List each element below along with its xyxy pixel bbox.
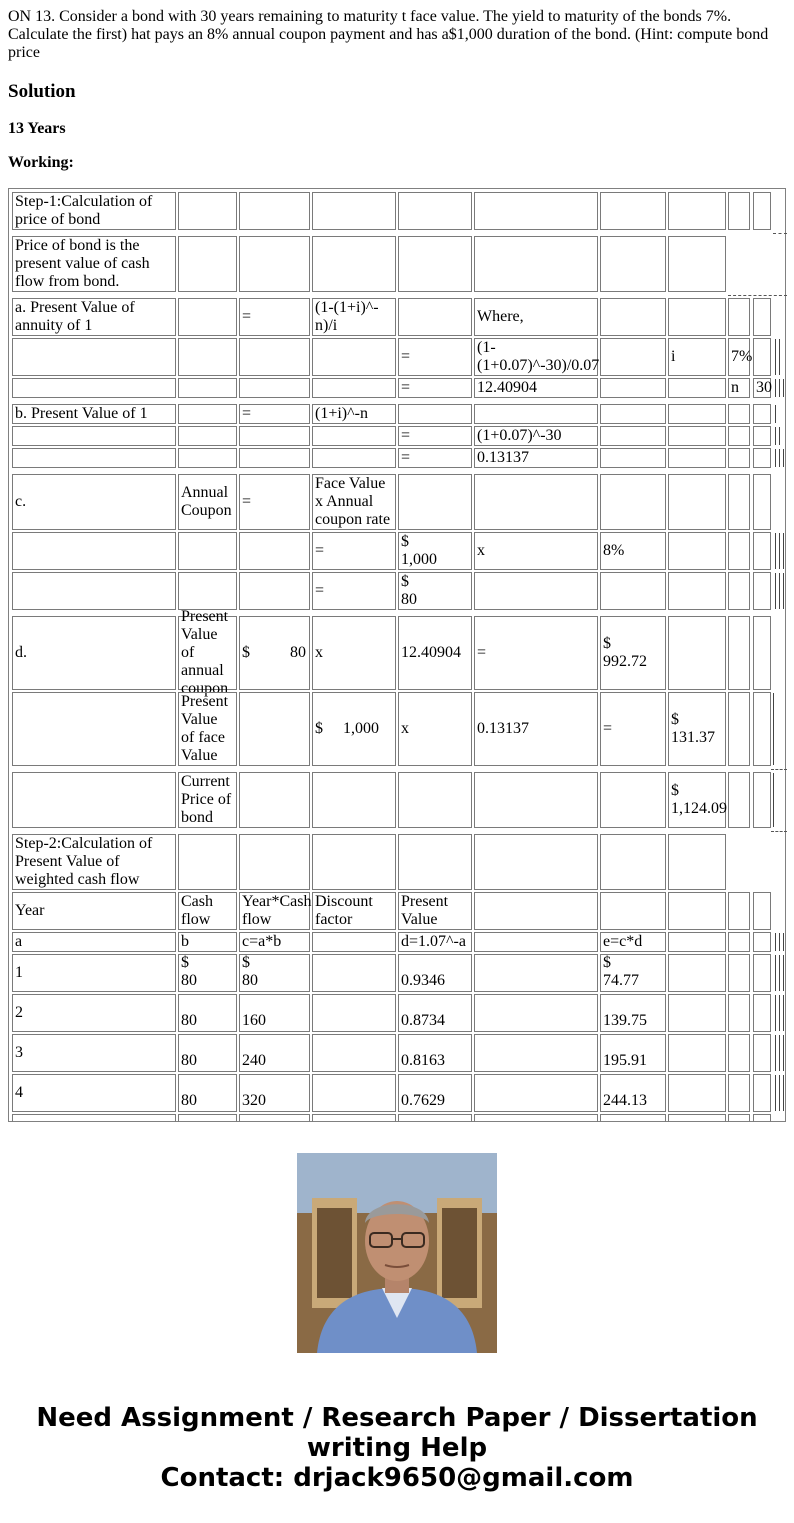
table-cell <box>753 772 771 828</box>
column-border <box>783 449 784 467</box>
table-cell <box>728 1074 750 1112</box>
column-border <box>783 933 784 951</box>
equals-cell: = <box>600 692 666 766</box>
present-value-cell: 139.75 <box>600 994 666 1032</box>
price-label: Current Price of bond <box>178 772 237 828</box>
times-cell: x <box>398 692 472 766</box>
promo-contact[interactable]: Contact: drjack9650@gmail.com <box>160 1463 634 1493</box>
table-cell <box>239 834 310 890</box>
table-cell <box>398 404 472 424</box>
answer-heading: 13 Years <box>8 120 66 137</box>
promo-line-1: Need Assignment / Research Paper / Dissertation <box>36 1403 758 1433</box>
period-value: 30 <box>753 378 771 398</box>
table-cell <box>239 236 310 292</box>
table-cell <box>668 616 726 690</box>
table-cell <box>600 338 666 376</box>
table-cell <box>398 298 472 336</box>
weighted-cash-flow-cell: $ 80 <box>239 954 310 992</box>
table-cell <box>728 994 750 1032</box>
table-cell <box>668 1074 726 1112</box>
table-cell <box>12 338 176 376</box>
column-border <box>775 955 776 991</box>
table-cell <box>728 772 750 828</box>
table-cell <box>600 572 666 610</box>
table-cell <box>474 192 598 230</box>
table-cell <box>753 692 771 766</box>
table-cell <box>239 378 310 398</box>
equals-cell: = <box>312 572 396 610</box>
coupon-label: c. <box>12 474 176 530</box>
column-border <box>783 379 784 397</box>
annuity-result: 12.40904 <box>474 378 598 398</box>
working-heading: Working: <box>8 154 74 171</box>
table-cell <box>753 994 771 1032</box>
table-cell <box>728 404 750 424</box>
table-cell <box>668 532 726 570</box>
table-cell <box>600 772 666 828</box>
column-border <box>779 573 780 609</box>
header-year-cash-flow: Year*Cash flow <box>239 892 310 930</box>
table-cell <box>12 532 176 570</box>
table-cell <box>668 448 726 468</box>
table-cell <box>178 298 237 336</box>
table-cell <box>668 932 726 952</box>
row-separator <box>771 769 787 770</box>
face-value: $ 1,000 <box>398 532 472 570</box>
table-cell <box>178 572 237 610</box>
table-cell <box>753 616 771 690</box>
equals-cell: = <box>239 298 310 336</box>
coupon-rate: 8% <box>600 532 666 570</box>
table-cell <box>753 532 771 570</box>
column-border <box>779 955 780 991</box>
column-border <box>779 1035 780 1071</box>
table-cell <box>753 1074 771 1112</box>
discount-factor-cell: 0.9346 <box>398 954 472 992</box>
pv1-formula: (1+i)^-n <box>312 404 396 424</box>
table-cell <box>312 448 396 468</box>
rate-symbol: i <box>668 338 726 376</box>
table-cell <box>474 236 598 292</box>
row-separator <box>771 831 787 832</box>
table-cell <box>312 1034 396 1072</box>
table-cell <box>312 954 396 992</box>
table-cell <box>239 572 310 610</box>
table-cell <box>728 1034 750 1072</box>
table-cell <box>728 474 750 530</box>
promo-banner <box>0 1122 794 1523</box>
table-cell <box>398 834 472 890</box>
year-cell: 4 <box>12 1074 176 1112</box>
column-border <box>773 773 774 827</box>
column-border <box>775 449 776 467</box>
table-cell <box>474 772 598 828</box>
present-value-cell: 244.13 <box>600 1074 666 1112</box>
table-cell <box>600 236 666 292</box>
table-cell <box>600 404 666 424</box>
column-border <box>775 427 776 445</box>
letter-d: d=1.07^-a <box>398 932 472 952</box>
table-cell <box>312 834 396 890</box>
pv-coupon-label: Present Value of annual coupon <box>178 616 237 690</box>
table-cell <box>474 834 598 890</box>
pv-face-label: Present Value of face Value <box>178 692 237 766</box>
table-cell <box>12 572 176 610</box>
table-cell <box>312 378 396 398</box>
column-border <box>779 533 780 569</box>
column-border <box>783 533 784 569</box>
table-cell <box>312 994 396 1032</box>
discount-factor-cell: 0.8163 <box>398 1034 472 1072</box>
column-border <box>775 379 776 397</box>
cash-flow-cell: 80 <box>178 1074 237 1112</box>
column-border <box>775 573 776 609</box>
column-border <box>775 933 776 951</box>
letter-c: c=a*b <box>239 932 310 952</box>
cash-flow-cell: 80 <box>178 1034 237 1072</box>
equals-cell: = <box>474 616 598 690</box>
table-cell <box>753 932 771 952</box>
header-present-value: Present Value <box>398 892 472 930</box>
column-border <box>775 533 776 569</box>
equals-cell: = <box>398 426 472 446</box>
table-cell <box>474 1034 598 1072</box>
period-symbol: n <box>728 378 750 398</box>
pv-label: d. <box>12 616 176 690</box>
letter-a: a <box>12 932 176 952</box>
table-cell <box>668 474 726 530</box>
table-cell <box>398 772 472 828</box>
column-border <box>775 339 776 375</box>
column-border <box>775 405 776 423</box>
table-cell <box>398 192 472 230</box>
table-cell <box>668 572 726 610</box>
cash-flow-cell: $ 80 <box>178 954 237 992</box>
step1-title: Step-1:Calculation of price of bond <box>12 192 176 230</box>
table-cell <box>728 932 750 952</box>
table-cell <box>474 932 598 952</box>
letter-e: e=c*d <box>600 932 666 952</box>
table-cell <box>312 338 396 376</box>
table-cell <box>312 426 396 446</box>
table-cell <box>474 892 598 930</box>
table-cell <box>239 532 310 570</box>
coupon-name: Annual Coupon <box>178 474 237 530</box>
annuity-calc: (1-(1+0.07)^-30)/0.07 <box>474 338 598 376</box>
column-border <box>779 995 780 1031</box>
table-cell <box>600 448 666 468</box>
year-cell: 2 <box>12 994 176 1032</box>
table-cell <box>239 338 310 376</box>
column-border <box>783 573 784 609</box>
row-separator <box>728 295 787 296</box>
table-cell <box>728 448 750 468</box>
equals-cell: = <box>398 378 472 398</box>
table-cell <box>668 994 726 1032</box>
equals-cell: = <box>312 532 396 570</box>
table-cell <box>178 448 237 468</box>
column-border <box>779 379 780 397</box>
table-cell <box>753 338 771 376</box>
column-border <box>773 693 774 765</box>
table-cell <box>668 298 726 336</box>
table-cell <box>753 474 771 530</box>
table-cell <box>12 378 176 398</box>
table-cell <box>474 1074 598 1112</box>
face-amount: $ 1,000 <box>312 692 396 766</box>
rate-value: 7% <box>728 338 750 376</box>
table-cell <box>12 426 176 446</box>
table-cell <box>12 772 176 828</box>
table-cell <box>668 192 726 230</box>
table-cell <box>600 892 666 930</box>
coupon-result: $ 80 <box>398 572 472 610</box>
coupon-amount: $ 80 <box>239 616 310 690</box>
table-cell <box>728 572 750 610</box>
contact-banner-text <box>0 1403 794 1493</box>
table-cell <box>753 448 771 468</box>
table-cell <box>668 404 726 424</box>
question-text: ON 13. Consider a bond with 30 years remaining to maturity t face value. The yield to maturity of the bonds 7%. Calculate the first) hat pays an 8% annual coupon payment and has a$1,000 duration of the bond. (Hint: compute bond price <box>8 8 769 61</box>
table-cell <box>312 192 396 230</box>
equals-cell: = <box>398 338 472 376</box>
solution-heading: Solution <box>8 81 76 102</box>
annuity-label: a. Present Value of annuity of 1 <box>12 298 176 336</box>
annuity-factor: 12.40904 <box>398 616 472 690</box>
column-border <box>783 955 784 991</box>
discount-factor-cell: 0.7629 <box>398 1074 472 1112</box>
letter-b: b <box>178 932 237 952</box>
row-separator <box>773 233 787 234</box>
table-cell <box>668 378 726 398</box>
table-cell <box>600 426 666 446</box>
table-cell <box>12 692 176 766</box>
table-cell <box>668 1034 726 1072</box>
table-cell <box>753 572 771 610</box>
table-cell <box>474 572 598 610</box>
column-border <box>779 449 780 467</box>
table-cell <box>312 236 396 292</box>
table-cell <box>728 192 750 230</box>
table-cell <box>398 474 472 530</box>
cash-flow-cell: 80 <box>178 994 237 1032</box>
table-cell <box>474 404 598 424</box>
table-cell <box>312 772 396 828</box>
table-cell <box>600 378 666 398</box>
table-cell <box>728 532 750 570</box>
column-border <box>783 1035 784 1071</box>
table-cell <box>239 192 310 230</box>
table-cell <box>728 954 750 992</box>
pv1-label: b. Present Value of 1 <box>12 404 176 424</box>
table-cell <box>474 474 598 530</box>
weighted-cash-flow-cell: 240 <box>239 1034 310 1072</box>
table-cell <box>728 692 750 766</box>
table-cell <box>668 236 726 292</box>
table-cell <box>474 994 598 1032</box>
table-cell <box>753 426 771 446</box>
step2-title: Step-2:Calculation of Present Value of weighted cash flow <box>12 834 176 890</box>
table-cell <box>600 298 666 336</box>
times-cell: x <box>312 616 396 690</box>
table-cell <box>178 338 237 376</box>
present-value-cell: $ 74.77 <box>600 954 666 992</box>
present-value-cell: 195.91 <box>600 1034 666 1072</box>
equals-cell: = <box>239 474 310 530</box>
table-cell <box>178 426 237 446</box>
step1-note: Price of bond is the present value of cash flow from bond. <box>12 236 176 292</box>
table-cell <box>753 404 771 424</box>
year-cell: 3 <box>12 1034 176 1072</box>
table-cell <box>728 892 750 930</box>
header-year: Year <box>12 892 176 930</box>
table-cell <box>474 954 598 992</box>
weighted-cash-flow-cell: 160 <box>239 994 310 1032</box>
table-cell <box>668 426 726 446</box>
table-cell <box>753 1034 771 1072</box>
weighted-cash-flow-cell: 320 <box>239 1074 310 1112</box>
discount-factor-cell: 0.8734 <box>398 994 472 1032</box>
table-cell <box>668 954 726 992</box>
column-border <box>775 1075 776 1111</box>
pv1-factor: 0.13137 <box>474 692 598 766</box>
header-cash-flow: Cash flow <box>178 892 237 930</box>
table-cell <box>753 954 771 992</box>
table-cell <box>728 616 750 690</box>
pv-coupon-value: $ 992.72 <box>600 616 666 690</box>
column-border <box>775 995 776 1031</box>
column-border <box>783 995 784 1031</box>
table-cell <box>178 834 237 890</box>
annuity-formula: (1-(1+i)^-n)/i <box>312 298 396 336</box>
table-cell <box>753 192 771 230</box>
equals-cell: = <box>398 448 472 468</box>
table-cell <box>178 532 237 570</box>
column-border <box>779 1075 780 1111</box>
promo-line-2: writing Help <box>306 1433 488 1463</box>
tutor-avatar <box>297 1153 497 1353</box>
table-cell <box>728 298 750 336</box>
coupon-formula: Face Value x Annual coupon rate <box>312 474 396 530</box>
table-cell <box>600 474 666 530</box>
times-cell: x <box>474 532 598 570</box>
table-cell <box>239 692 310 766</box>
table-cell <box>753 298 771 336</box>
working-table <box>8 188 786 1122</box>
header-discount-factor: Discount factor <box>312 892 396 930</box>
table-cell <box>178 236 237 292</box>
price-value: $ 1,124.09 <box>668 772 726 828</box>
table-cell <box>178 404 237 424</box>
table-cell <box>239 426 310 446</box>
column-border <box>779 933 780 951</box>
table-cell <box>398 236 472 292</box>
table-cell <box>312 1074 396 1112</box>
table-cell <box>728 426 750 446</box>
table-cell <box>668 834 726 890</box>
column-border <box>779 427 780 445</box>
table-cell <box>178 378 237 398</box>
table-cell <box>12 448 176 468</box>
table-cell <box>239 772 310 828</box>
table-cell <box>239 448 310 468</box>
table-cell <box>668 892 726 930</box>
table-cell <box>600 834 666 890</box>
pv-face-value: $ 131.37 <box>668 692 726 766</box>
table-cell <box>178 192 237 230</box>
column-border <box>779 339 780 375</box>
table-cell <box>753 892 771 930</box>
where-label: Where, <box>474 298 598 336</box>
pv1-result: 0.13137 <box>474 448 598 468</box>
year-cell: 1 <box>12 954 176 992</box>
column-border <box>775 1035 776 1071</box>
pv1-calc: (1+0.07)^-30 <box>474 426 598 446</box>
table-cell <box>312 932 396 952</box>
table-cell <box>600 192 666 230</box>
column-border <box>783 1075 784 1111</box>
equals-cell: = <box>239 404 310 424</box>
